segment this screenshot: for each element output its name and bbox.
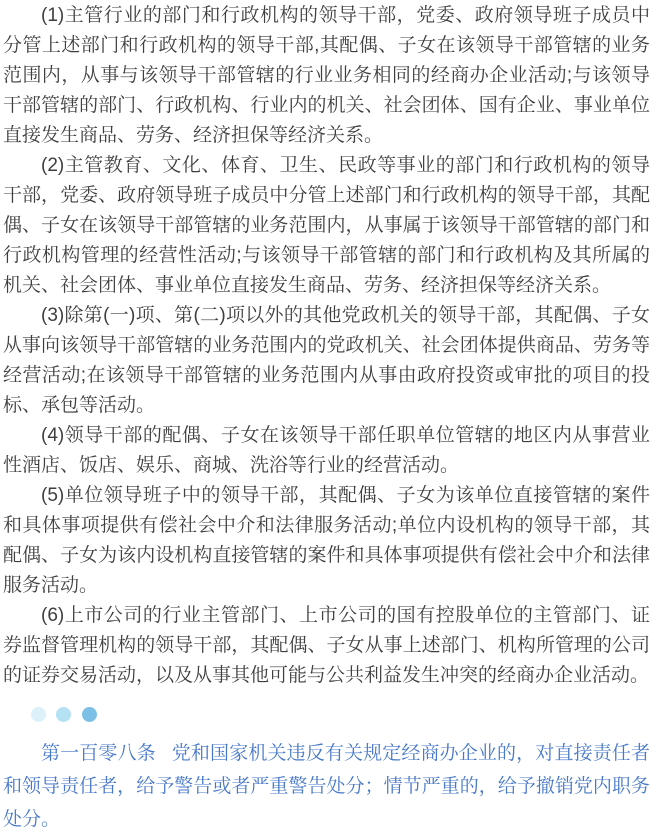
separator-dot-3	[82, 707, 97, 722]
clause-paragraph-4: (4)领导干部的配偶、子女在该领导干部任职单位管辖的地区内从事营业性酒店、饭店、娱乐、商城、洗浴等行业的经营活动。	[3, 425, 650, 476]
clause-paragraph-1: (1)主管行业的部门和行政机构的领导干部，党委、政府领导班子成员中分管上述部门和行政机构的领导干部,其配偶、子女在该领导干部管辖的业务范围内，从事与该领导干部管辖的行业业务相同的经商办企业活动;与该领导干部管辖的部门、行政机构、行业内的机关、社会团体、国有企业、事业单位直接发生商品、劳务、经济担保等经济关系。	[3, 5, 650, 146]
article-108-paragraph	[3, 737, 650, 836]
clause-paragraph-5: (5)单位领导班子中的领导干部，其配偶、子女为该单位直接管辖的案件和具体事项提供有偿社会中介和法律服务活动;单位内设机构的领导干部，其配偶、子女为该内设机构直接管辖的案件和具体事项提供有偿社会中介和法律服务活动。	[3, 485, 650, 596]
separator-dot-1	[31, 707, 46, 722]
clause-paragraph-2: (2)主管教育、文化、体育、卫生、民政等事业的部门和行政机构的领导干部，党委、政府领导班子成员中分管上述部门和行政机构的领导干部，其配偶、子女在该领导干部管辖的业务范围内，从事属于该领导干部管辖的部门和行政机构管理的经营性活动;与该领导干部管辖的部门和行政机构及其所属的机关、社会团体、事业单位直接发生商品、劳务、经济担保等经济关系。	[3, 155, 650, 296]
article-number: 第一百零八条	[41, 743, 156, 764]
article-text: 党和国家机关违反有关规定经商办企业的，对直接责任者和领导责任者，给予警告或者严重警告处分；情节严重的，给予撤销党内职务处分。	[3, 743, 650, 830]
separator-dot-2	[56, 707, 71, 722]
section-separator-dots	[31, 707, 650, 723]
clause-paragraph-3: (3)除第(一)项、第(二)项以外的其他党政机关的领导干部，其配偶、子女从事向该领导干部管辖的业务范围内的党政机关、社会团体提供商品、劳务等经营活动;在该领导干部管辖的业务范围内从事由政府投资或审批的项目的投标、承包等活动。	[3, 305, 650, 416]
clause-paragraph-6: (6)上市公司的行业主管部门、上市公司的国有控股单位的主管部门、证券监督管理机构的领导干部，其配偶、子女从事上述部门、机构所管理的公司的证券交易活动，以及从事其他可能与公共利益发生冲突的经商办企业活动。	[3, 605, 650, 686]
